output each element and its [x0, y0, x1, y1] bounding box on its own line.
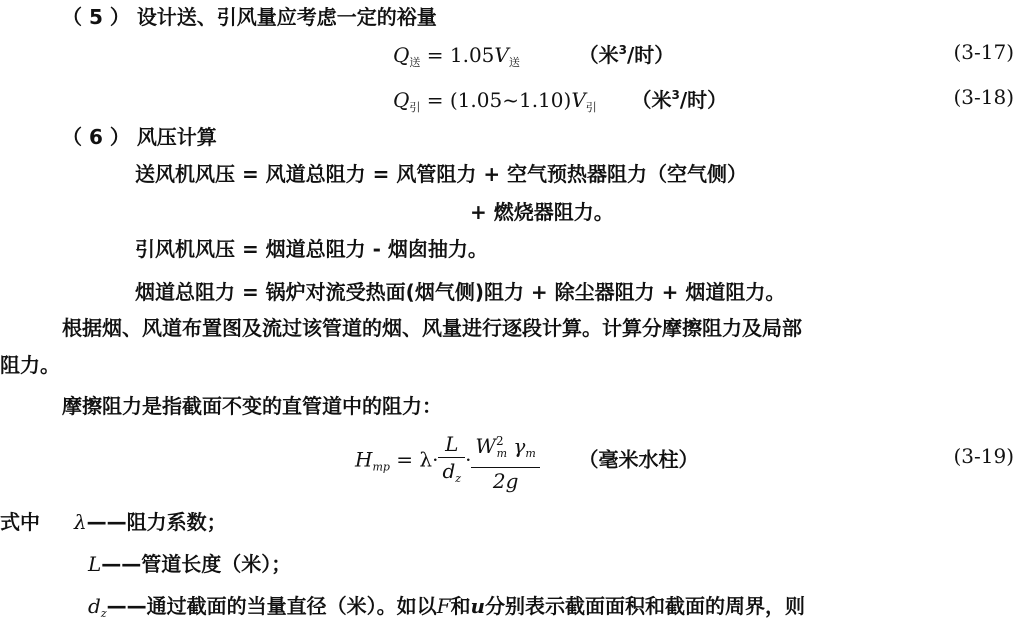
eq19-unit: （毫米水柱）: [578, 447, 699, 472]
d-definition-c: 分别表示截面面积和截面的周界，则: [485, 594, 806, 618]
eq19-number: (3-19): [953, 444, 1014, 468]
u-symbol: u: [470, 594, 486, 618]
eq19-fraction-W-over-2g: $\frac{W^2_m \gamma_m}{2g}$: [471, 428, 539, 494]
equation-3-18: [393, 83, 727, 120]
equation-3-17: [393, 38, 674, 75]
eq17-Q-sub: 送: [409, 56, 421, 69]
F-symbol: F: [436, 594, 451, 618]
section-5-text: 设计送、引风量应考虑一定的裕量: [136, 5, 437, 29]
eq18-Q-sub: 引: [409, 101, 421, 114]
eq18-unit: （米$^3$/时）: [631, 88, 728, 112]
fan-draw-line: 引风机风压 = 烟道总阻力 - 烟囱抽力。: [135, 237, 488, 261]
section-6-heading: [62, 125, 217, 149]
eq18-V: V: [571, 88, 586, 112]
definition-L: [88, 552, 291, 576]
eq19-H-sub: mp: [372, 460, 390, 474]
eq18-coef: = (1.05~1.10): [420, 88, 572, 112]
lambda-definition: ——阻力系数；: [86, 510, 227, 534]
d-definition-b: 和: [450, 594, 471, 618]
L-symbol: L: [88, 552, 102, 576]
paragraph-1-line-1: 根据烟、风道布置图及流过该管道的烟、风量进行逐段计算。计算分摩擦阻力及局部: [62, 316, 802, 340]
defs-prefix: 式中: [0, 510, 40, 534]
lambda-symbol: λ: [73, 510, 87, 534]
d-sub: z: [100, 607, 107, 620]
eq17-number: (3-17): [953, 40, 1014, 64]
eq17-coef: = 1.05: [420, 43, 495, 67]
eq19-fraction-L-over-d: $\frac{L}{d_z}$: [438, 431, 465, 492]
eq19-lambda: = λ·: [389, 447, 439, 472]
eq19-dot: ·: [465, 447, 472, 472]
section-5-heading: [62, 5, 437, 29]
eq18-V-sub: 引: [585, 101, 597, 114]
section-5-label: （ 5 ）: [62, 5, 130, 29]
definition-lambda: [0, 510, 227, 534]
fan-send-continuation: + 燃烧器阻力。: [470, 200, 614, 224]
d-symbol: d: [88, 594, 101, 618]
eq17-V-sub: 送: [508, 56, 520, 69]
equation-3-19: [355, 428, 699, 496]
eq19-H: H: [355, 447, 373, 472]
section-6-text: 风压计算: [136, 125, 217, 149]
fan-send-line: 送风机风压 = 风道总阻力 = 风管阻力 + 空气预热器阻力（空气侧）: [135, 162, 748, 186]
paragraph-1-line-2: 阻力。: [0, 353, 60, 377]
flue-total-line: 烟道总阻力 = 锅炉对流受热面(烟气侧)阻力 + 除尘器阻力 + 烟道阻力。: [135, 280, 786, 304]
eq18-Q: Q: [393, 88, 410, 112]
eq17-unit: （米$^3$/时）: [578, 43, 675, 67]
L-definition: ——管道长度（米）；: [101, 552, 292, 576]
eq17-V: V: [494, 43, 509, 67]
d-definition-a: ——通过截面的当量直径（米）。如以: [106, 594, 437, 618]
section-6-label: （ 6 ）: [62, 125, 130, 149]
definition-d: [88, 594, 805, 626]
eq18-number: (3-18): [953, 85, 1014, 109]
eq17-Q: Q: [393, 43, 410, 67]
paragraph-2: 摩擦阻力是指截面不变的直管道中的阻力：: [62, 394, 442, 418]
